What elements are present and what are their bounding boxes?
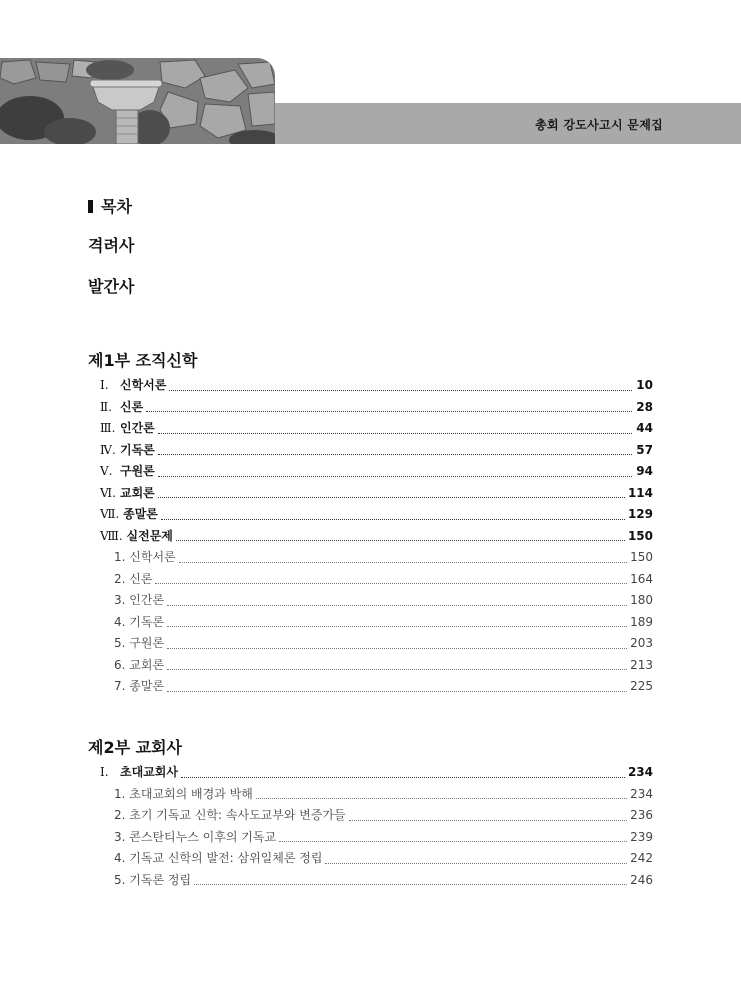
- toc-entry-number: Ⅵ.: [100, 485, 120, 500]
- toc-entry-label: 인간론: [129, 593, 165, 607]
- dot-leader: [256, 797, 627, 799]
- toc-entry-label: 종말론: [129, 679, 165, 693]
- stone-wall-image: [0, 58, 275, 144]
- toc-entry-number: 7.: [114, 679, 130, 693]
- toc-chapter-row: [100, 505, 653, 527]
- heading-marker-icon: [88, 200, 93, 213]
- toc-section-row: [100, 849, 653, 871]
- part-title: 제2부 교회사: [88, 738, 182, 757]
- dot-leader: [176, 539, 625, 541]
- dot-leader: [349, 819, 627, 821]
- toc-entry-label: 기독교 신학의 발전: 삼위일체론 정립: [129, 851, 323, 865]
- toc-entry-number: Ⅱ.: [100, 399, 116, 414]
- toc-heading-label: 목차: [101, 197, 132, 216]
- toc-entry-number: Ⅲ.: [100, 421, 120, 435]
- toc-page-number: 236: [630, 808, 653, 822]
- toc-entry-number: Ⅶ.: [100, 507, 124, 521]
- toc-page-number: 150: [630, 550, 653, 564]
- toc-entry-number: 5.: [114, 636, 130, 650]
- toc-entry-number: Ⅴ.: [100, 464, 117, 478]
- toc-entry-label: 구원론: [120, 464, 155, 478]
- toc-page-number: 57: [636, 442, 653, 457]
- toc-section-row: [100, 806, 653, 828]
- toc-entry-number: 1.: [114, 786, 130, 801]
- toc-chapter-row: [100, 527, 653, 549]
- toc-entry-number: Ⅷ.: [100, 528, 127, 543]
- dot-leader: [146, 410, 632, 412]
- toc-entry-label: 초대교회의 배경과 박해: [129, 786, 253, 801]
- toc-page-number: 28: [636, 399, 653, 414]
- toc-section-row: [100, 656, 653, 678]
- toc-entry-label: 기독론: [120, 442, 155, 457]
- toc-entry-label: 신학서론: [129, 550, 176, 564]
- header-bar: [275, 103, 741, 144]
- toc-entry-number: 2.: [114, 571, 130, 586]
- dot-leader: [167, 647, 627, 649]
- toc-entry-label: 콘스탄티누스 이후의 기독교: [129, 829, 276, 844]
- toc-page-number: 129: [627, 507, 653, 521]
- dot-leader: [158, 475, 632, 477]
- dot-leader: [194, 883, 627, 885]
- toc-page-number: 213: [630, 657, 653, 672]
- toc-entry-label: 신론: [129, 571, 153, 586]
- toc-page-number: 189: [630, 614, 653, 629]
- toc-entry-label: 구원론: [129, 636, 165, 650]
- toc-section-row: [100, 828, 653, 850]
- toc-page-number: 150: [627, 528, 653, 543]
- toc-page-number: 114: [627, 485, 653, 500]
- dot-leader: [169, 389, 632, 391]
- dot-leader: [181, 776, 625, 778]
- toc-page-number: 242: [630, 851, 653, 865]
- dot-leader: [158, 496, 625, 498]
- toc-chapter-row: [100, 376, 653, 398]
- toc-page-number: 234: [627, 765, 653, 779]
- toc-chapter-row: [100, 763, 653, 785]
- dot-leader: [158, 432, 632, 434]
- dot-leader: [167, 690, 627, 692]
- dot-leader: [167, 668, 627, 670]
- toc-page-number: 44: [636, 421, 653, 435]
- toc-list: [100, 763, 653, 892]
- toc-section-row: [100, 871, 653, 893]
- toc-entry-label: 교회론: [129, 657, 165, 672]
- toc-page-number: 203: [630, 636, 653, 650]
- toc-chapter-row: [100, 462, 653, 484]
- toc-entry-number: Ⅰ.: [100, 765, 113, 779]
- toc-entry-number: 4.: [114, 851, 130, 865]
- toc-section-row: [100, 634, 653, 656]
- toc-entry-number: 3.: [114, 829, 130, 844]
- toc-page-number: 234: [630, 786, 653, 801]
- header-photo: [0, 58, 275, 144]
- toc-page-number: 225: [630, 679, 653, 693]
- dot-leader: [279, 840, 627, 842]
- toc-section-row: [100, 613, 653, 635]
- toc-chapter-row: [100, 419, 653, 441]
- toc-entry-number: 1.: [114, 550, 130, 564]
- toc-entry-label: 초대교회사: [120, 765, 178, 779]
- toc-entry-label: 기독론 정립: [129, 872, 192, 887]
- toc-list: [100, 376, 653, 699]
- dot-leader: [167, 625, 627, 627]
- toc-entry-label: 신학서론: [120, 378, 167, 392]
- toc-section-row: [100, 677, 653, 699]
- toc-entry-number: 5.: [114, 872, 130, 887]
- toc-page-number: 246: [630, 872, 653, 887]
- toc-chapter-row: [100, 441, 653, 463]
- toc-section-row: [100, 570, 653, 592]
- toc-entry-number: 6.: [114, 657, 130, 672]
- toc-entry-label: 인간론: [120, 421, 155, 435]
- dot-leader: [155, 582, 627, 584]
- toc-entry-number: 4.: [114, 614, 130, 629]
- toc-page-number: 164: [630, 571, 653, 586]
- toc-page-number: 180: [630, 593, 653, 607]
- front-matter-item: 격려사: [88, 236, 135, 255]
- toc-entry-label: 신론: [120, 399, 144, 414]
- dot-leader: [167, 604, 627, 606]
- toc-section-row: [100, 591, 653, 613]
- toc-section-row: [100, 785, 653, 807]
- toc-entry-label: 기독론: [129, 614, 165, 629]
- toc-chapter-row: [100, 484, 653, 506]
- toc-entry-number: 2.: [114, 808, 130, 822]
- toc-entry-label: 초기 기독교 신학: 속사도교부와 변증가들: [129, 808, 346, 822]
- toc-entry-label: 교회론: [120, 485, 155, 500]
- toc-page-number: 94: [636, 464, 653, 478]
- toc-entry-number: Ⅰ.: [100, 378, 113, 392]
- dot-leader: [179, 561, 627, 563]
- front-matter-item: 발간사: [88, 277, 135, 296]
- book-title: 총회 강도사고시 문제집: [535, 118, 663, 132]
- toc-heading: [88, 194, 132, 217]
- toc-page-number: 10: [636, 378, 653, 392]
- part-title: 제1부 조직신학: [88, 351, 198, 370]
- toc-entry-number: Ⅳ.: [100, 442, 120, 457]
- toc-entry-number: 3.: [114, 593, 130, 607]
- toc-entry-label: 종말론: [123, 507, 158, 521]
- toc-section-row: [100, 548, 653, 570]
- dot-leader: [161, 518, 625, 520]
- toc-page-number: 239: [630, 829, 653, 844]
- toc-entry-label: 실전문제: [126, 528, 173, 543]
- toc-chapter-row: [100, 398, 653, 420]
- dot-leader: [325, 862, 627, 864]
- dot-leader: [158, 453, 632, 455]
